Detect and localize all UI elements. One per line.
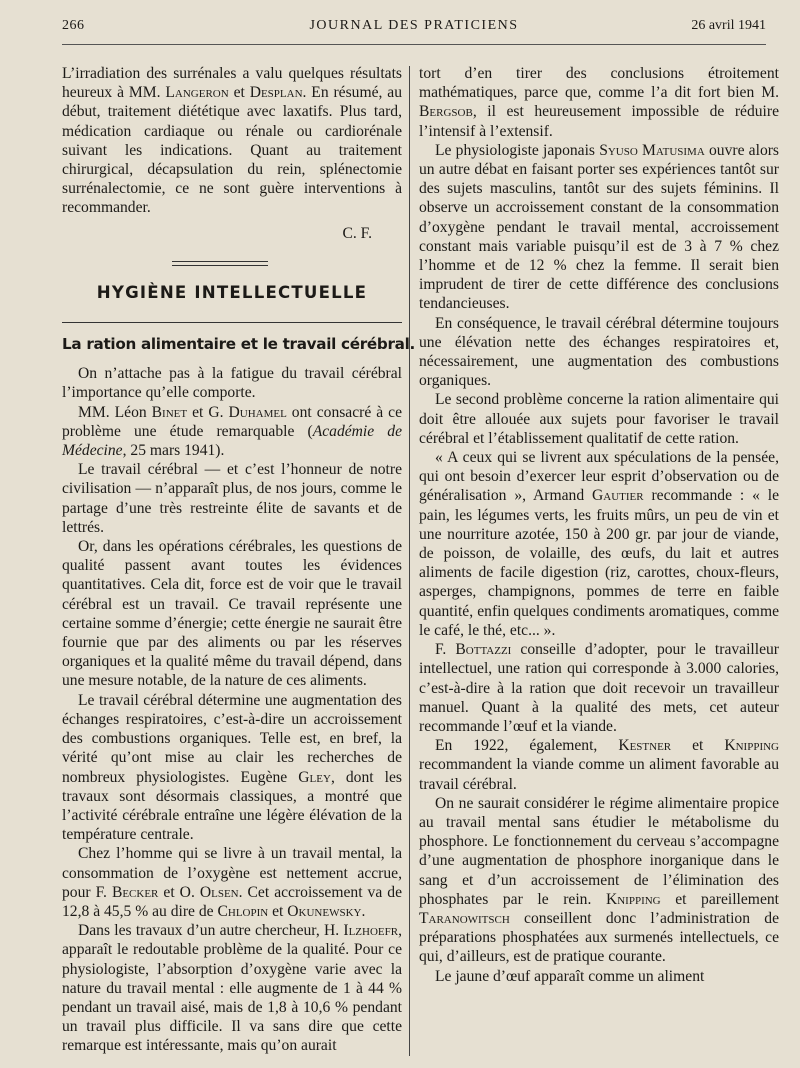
- body-paragraph: [62, 460, 402, 537]
- body-paragraph: [62, 537, 402, 691]
- text-run: Chez l’homme qui se livre à un travail mental, la consommation de l’oxygène est nettement accrue, pour F.: [62, 845, 402, 901]
- body-paragraph: [419, 64, 779, 141]
- text-run: et G.: [187, 403, 229, 421]
- text-run: recommandent la viande comme un aliment favorable au travail cérébral.: [419, 756, 779, 793]
- ornament-line: [172, 265, 268, 269]
- body-paragraph: [419, 314, 779, 391]
- text-run: L’irradiation des surrénales a valu quelques résultats heureux à MM.: [62, 65, 402, 102]
- text-run: MM. Léon: [78, 403, 152, 421]
- text-run: et: [228, 84, 250, 102]
- author-name: Gley: [298, 768, 331, 786]
- text-run: En 1922, également,: [435, 737, 619, 755]
- author-name: Becker: [111, 883, 159, 901]
- author-name: Bergsob: [419, 103, 473, 121]
- text-run: , apparaît le redoutable problème de la qualité. Pour ce physiologiste, l’absorption d’oxygène varie avec la nature du travail mental : elle augmente de 1 à 44 % pendant un travail aisé, mais de 1,8 à 10,6 % pendant un travail plus difficile. Il va sans dire que cette remarque est intéressante, mais qu’on aurait: [62, 922, 402, 1055]
- author-name: Bottazzi: [455, 641, 512, 659]
- text-run: . Cet accroissement va de 12,8 à 45,5 % au dire de: [62, 883, 402, 920]
- text-run: conseillent donc l’administration de préparations phosphatées aux surmenés intellectuels, ce qui, d’ailleurs, est de pratique courante.: [419, 909, 779, 966]
- text-run: Dans les travaux d’un autre chercheur, H.: [78, 922, 344, 940]
- page-header: [62, 18, 766, 40]
- author-name: Gautier: [592, 487, 644, 505]
- body-paragraph: [419, 736, 779, 794]
- text-run: , dont les travaux sont désormais classiques, a montré que l’activité cérébrale entraîne une légère élévation de la température centrale.: [62, 768, 402, 844]
- text-run: Or, dans les opérations cérébrales, les questions de qualité passent avant toutes les évidences quantitatives. Cela dit, force est de voir que le travail cérébral est un travail. Ce travail représente une certaine somme d’énergie; cette énergie ne saurait être fournie que par des aliments ou par les réserves organiques et la qualité même du travail dépend, dans une mesure notable, de la nature de ces aliments.: [62, 538, 402, 690]
- section-title: HYGIÈNE INTELLECTUELLE: [96, 282, 368, 302]
- author-name: Kestner: [618, 737, 672, 755]
- author-name: Chlopin: [217, 902, 269, 920]
- intro-paragraph: [62, 64, 402, 218]
- text-run: et pareillement: [660, 890, 779, 908]
- text-run: et O.: [158, 883, 200, 901]
- text-run: On ne saurait considérer le régime alimentaire propice au travail mental sans étudier le métabolisme du phosphore. Le fonctionnement du cerveau s’accompagne d’une augmentation de phosphore inorganique dans le sang et d’un accroissement de l’élimination des phosphates par le rein.: [419, 794, 779, 908]
- author-name: Okunewsky: [287, 902, 362, 920]
- page-number: 266: [62, 18, 85, 33]
- text-run: , 25 mars 1941).: [122, 442, 225, 460]
- left-article-body: [62, 364, 402, 1055]
- body-paragraph: [419, 640, 779, 736]
- body-paragraph: [419, 448, 779, 640]
- text-run: recommande : « le pain, les légumes verts, les fruits mûrs, un peu de vin et une nourriture azotée, 150 à 200 gr. par jour de viande, de poisson, de volaille, des œufs, du lait et autres aliments de facile digestion (riz, carottes, choux-fleurs, asperges, champignons, pommes de terre en faible quantité, enfin quelques condiments aromatiques, comme le café, le thé, etc... ».: [419, 487, 779, 639]
- journal-title: JOURNAL DES PRATICIENS: [309, 18, 519, 33]
- text-run: , il est heureusement impossible de réduire l’intensif à l’extensif.: [419, 103, 779, 140]
- body-paragraph: [62, 921, 402, 1055]
- text-run: conseille d’adopter, pour le travailleur intellectuel, une ration qui corresponde à 3.000 calories, c’est-à-dire à la ration que doit recevoir un travailleur manuel. Quant à la qualité des mets, cet auteur recommande l’œuf et la viande.: [419, 641, 779, 735]
- text-run: F.: [435, 641, 456, 659]
- author-name: Desplan: [249, 84, 303, 102]
- text-run: Le travail cérébral détermine une augmentation des échanges respiratoires, c’est-à-dire un accroissement des combustions organiques. Telle est, en bref, la vérité qu’ont mise au clair les recherches de nombreux physiologistes. Eugène: [62, 691, 402, 786]
- right-article-body: [419, 64, 779, 986]
- text-run: On n’attache pas à la fatigue du travail cérébral l’importance qu’elle comporte.: [62, 365, 402, 402]
- body-paragraph: [419, 967, 779, 986]
- body-paragraph: [62, 691, 402, 845]
- section-ornament: [172, 261, 268, 269]
- text-run: En conséquence, le travail cérébral détermine toujours une élévation nette des échanges respiratoires et, nécessairement, une augmentation des combustions organiques.: [419, 314, 779, 390]
- body-paragraph: [419, 794, 779, 967]
- author-name: Olsen: [199, 883, 239, 901]
- body-paragraph: [62, 403, 402, 461]
- signature: C. F.: [342, 224, 372, 242]
- author-name: Syuso Matusima: [599, 141, 705, 159]
- body-paragraph: [62, 844, 402, 921]
- body-paragraph: [419, 390, 779, 448]
- author-name: Taranowitsch: [419, 909, 510, 927]
- body-paragraph: [62, 364, 402, 402]
- text-run: Le second problème concerne la ration alimentaire qui doit être allouée aux sujets pour favoriser le travail cérébral et l’établissement qualitatif de cette ration.: [419, 391, 779, 447]
- section-rule: [62, 322, 402, 323]
- text-run: et: [268, 902, 288, 920]
- text-run: ouvre alors un autre débat en faisant porter ses expériences tantôt sur des sujets masculins, tantôt sur des sujets féminins. Il observe un accroissement constant de la consommation d’oxygène pendant le travail mental, accroissement constant mais variable puisqu’il est de 3 à 7 % chez l’homme et de 12 % chez la femme. Il serait bien imprudent de tirer de cette différence des conclusions tendancieuses.: [419, 141, 779, 313]
- issue-date: 26 avril 1941: [691, 18, 766, 33]
- author-name: Knipping: [724, 737, 779, 755]
- text-run: ont consacré à ce problème une étude remarquable (: [62, 403, 403, 440]
- text-run: et: [671, 737, 725, 755]
- article-subtitle: La ration alimentaire et le travail cérébral.: [62, 335, 416, 354]
- body-paragraph: [419, 141, 779, 314]
- column-divider: [409, 66, 410, 1056]
- left-column: [62, 64, 416, 1056]
- author-name: Duhamel: [228, 403, 287, 421]
- author-name: Knipping: [605, 890, 661, 908]
- right-column: [419, 64, 779, 986]
- text-run: Le jaune d’œuf apparaît comme un aliment: [435, 967, 705, 985]
- text-run: Le travail cérébral — et c’est l’honneur de notre civilisation — n’apparaît plus, de nos jours, comme le partage d’une très restreinte élite de savants et de lettrés.: [62, 461, 402, 536]
- author-name: Binet: [151, 403, 188, 421]
- author-name: Ilzhoefr: [343, 922, 399, 940]
- header-rule: [62, 44, 766, 45]
- text-run: « A ceux qui se livrent aux spéculations de la pensée, qui ont besoin d’exercer leur esprit d’observation ou de généralisation », Armand: [419, 449, 779, 505]
- text-run: tort d’en tirer des conclusions étroitement mathématiques, parce que, comme l’a dit fort bien M.: [419, 65, 779, 102]
- text-run: .: [361, 902, 366, 920]
- author-name: Langeron: [165, 84, 229, 102]
- source-title: Académie de Médecine: [62, 422, 402, 460]
- text-run: . En résumé, au début, traitement diététique avec laxatifs. Plus tard, médication cardiaque ou rénale ou cardiorénale suivant les indications. Quant au traitement chirurgical, décapsulation du rein, splénectomie surrénalectomie, ce ne sont guère interventions à recommander.: [62, 84, 403, 217]
- text-run: Le physiologiste japonais: [435, 141, 600, 159]
